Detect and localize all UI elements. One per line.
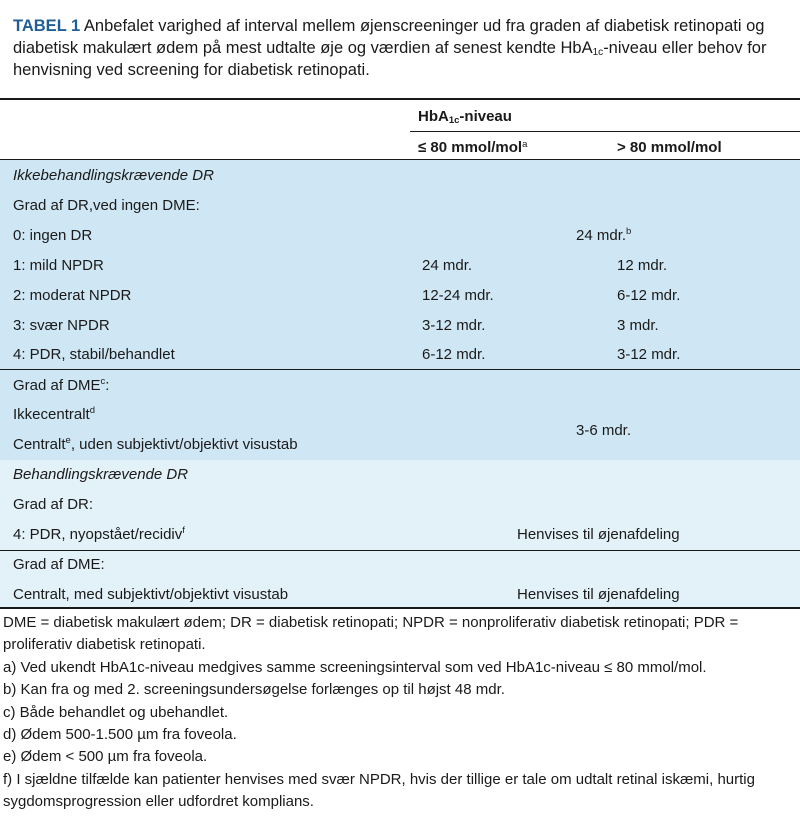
column-header-low: ≤ 80 mmol/mol$^a$ (418, 139, 528, 156)
subheading: Grad af DME: (13, 556, 105, 573)
cell-value: 3 mdr. (617, 317, 659, 334)
row-label: Centralt, med subjektivt/objektivt visustab (13, 586, 289, 603)
table-label: TABEL 1 (13, 17, 81, 35)
cell-value-merged: 3-6 mdr. (576, 422, 632, 439)
subheading: Grad af DR,ved ingen DME: (13, 197, 200, 214)
table-footnotes (3, 612, 800, 814)
row-label: Ikkecentralt$^d$ (13, 405, 95, 423)
cell-value: 24 mdr. (422, 257, 473, 274)
footnote-a: a) Ved ukendt HbA1c-niveau medgives samme screeningsinterval som ved HbA1c-niveau ≤ 80 mmol/mol. (3, 658, 707, 676)
subheading: Grad af DR: (13, 496, 94, 513)
caption-text: Anbefalet varighed af interval mellem øjenscreeninger ud fra graden af diabetisk retinopati og diabetisk makulært ødem på mest udtalte øje og værdien af senest kendte HbA (13, 17, 765, 57)
cell-value: 6-12 mdr. (422, 346, 486, 363)
cell-value: 12-24 mdr. (422, 287, 494, 304)
row-label: Centralt$^e$, uden subjektivt/objektivt visustab (13, 435, 298, 453)
cell-value-merged: 24 mdr.$^b$ (576, 226, 632, 244)
footnote-d: d) Ødem 500-1.500 µm fra foveola. (3, 726, 237, 744)
cell-value: 6-12 mdr. (617, 287, 681, 304)
row-label: 2: moderat NPDR (13, 287, 132, 304)
cell-value: 3-12 mdr. (422, 317, 486, 334)
section-title-treated: Behandlingskrævende DR (13, 466, 189, 483)
footnote-b: b) Kan fra og med 2. screeningsundersøgelse forlænges op til højst 48 mdr. (3, 681, 505, 699)
row-label: 3: svær NPDR (13, 317, 110, 334)
footnote-e: e) Ødem < 500 µm fra foveola. (3, 748, 208, 766)
footnote-c: c) Både behandlet og ubehandlet. (3, 703, 229, 721)
section-title-untreated: Ikkebehandlingskrævende DR (13, 167, 214, 184)
cell-value-merged: Henvises til øjenafdeling (517, 586, 680, 603)
table-caption (13, 15, 793, 81)
table-top-rule (0, 98, 800, 100)
footnote-f: f) I sjældne tilfælde kan patienter henvises med svær NPDR, hvis der tillige er tale om udtalt retinal iskæmi, hurtig sygdomsprogression eller udfordret komplians. (3, 770, 755, 811)
cell-value: 3-12 mdr. (617, 346, 681, 363)
column-group-header: HbA$_{1c}$-niveau (418, 108, 512, 126)
footnote-abbreviations: DME = diabetisk makulært ødem; DR = diabetisk retinopati; NPDR = nonproliferativ diabetisk retinopati; PDR = proliferativ diabetisk retinopati. (3, 614, 739, 654)
caption-subscript: 1c (592, 47, 604, 58)
subheading: Grad af DME$^c$: (13, 376, 110, 394)
cell-value: 12 mdr. (617, 257, 668, 274)
row-label: 4: PDR, stabil/behandlet (13, 346, 175, 363)
cell-value-merged: Henvises til øjenafdeling (517, 526, 680, 543)
column-group-rule (410, 131, 800, 132)
row-label: 1: mild NPDR (13, 257, 104, 274)
caption-text-end: -niveau eller behov for henvisning ved screening for diabetisk retinopati. (13, 39, 767, 79)
row-label: 4: PDR, nyopstået/recidiv$^f$ (13, 525, 185, 543)
column-header-high: > 80 mmol/mol (617, 139, 722, 156)
section-band-untreated (0, 160, 800, 369)
row-label: 0: ingen DR (13, 227, 93, 244)
table-bottom-rule (0, 607, 800, 609)
